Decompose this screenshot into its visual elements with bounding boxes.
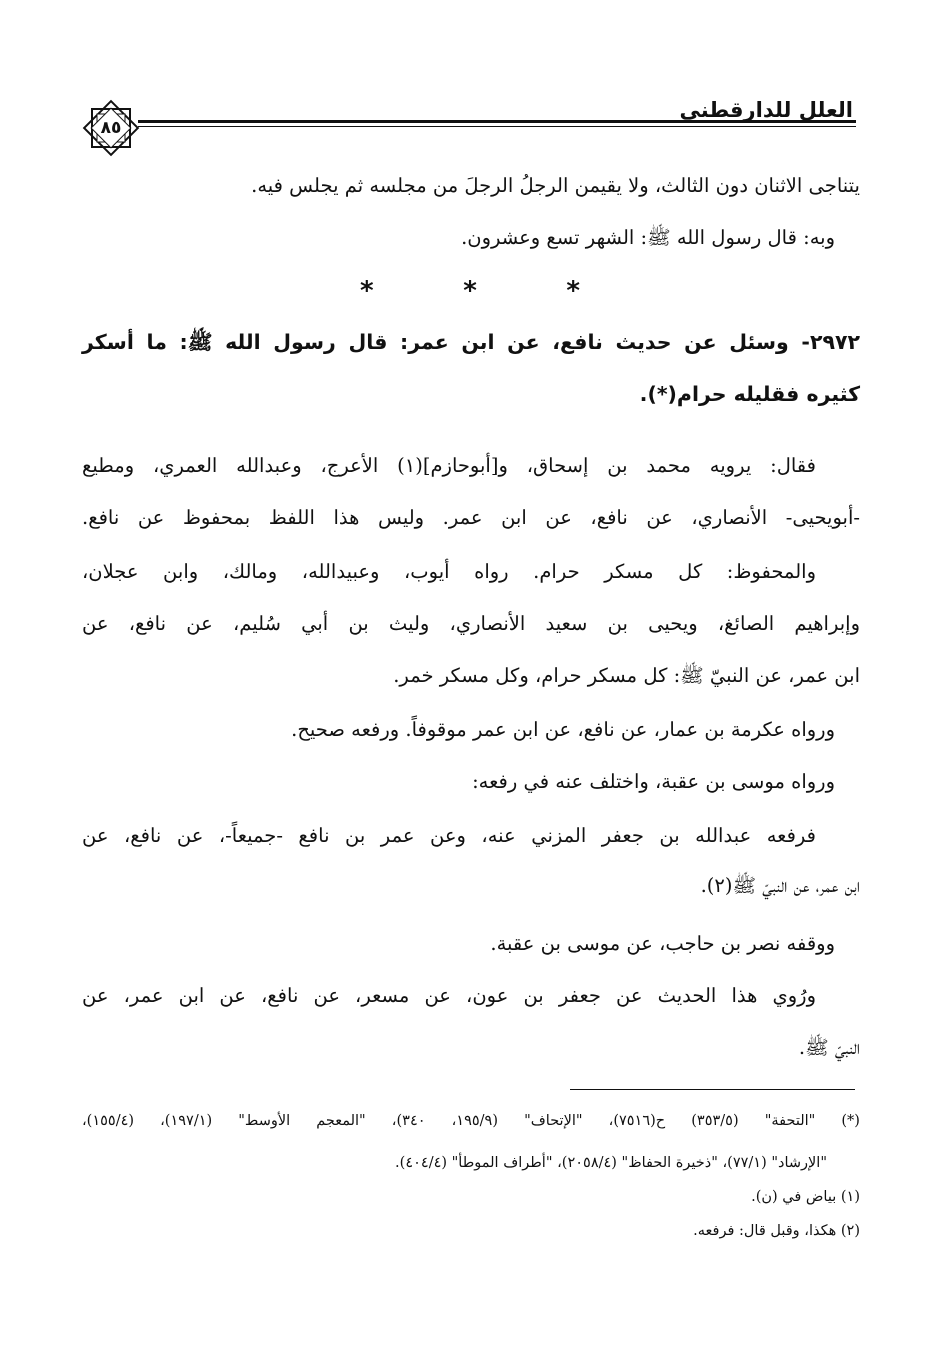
footnote: (*) "التحفة" (٣٥٣/٥) ح(٧٥١٦)، "الإتحاف" (١٩٥/٩، ٣٤٠)، "المعجم الأوسط" (١٩٧/١)، (١٥٥/٤)، [82,1113,860,1129]
section-separator [360,276,580,306]
body-line: فقال: يرويه محمد بن إسحاق، و[أبوحازم](١) الأعرج، وعبدالله العمري، ومطيع [82,454,816,477]
body-line: ورواه عكرمة بن عمار، عن نافع، عن ابن عمر موقوفاً. ورفعه صحيح. [291,718,835,741]
footnote: (٢) هكذا، وقبل قال: فرفعه. [693,1223,860,1239]
separator-star: * [566,276,580,306]
page-number-badge [78,95,144,161]
body-line: ابن عمر، عن النبيّ ﷺ(٢). [700,874,860,897]
body-line: وإبراهيم الصائغ، ويحيى بن سعيد الأنصاري، وليث بن أبي سُليم، عن نافع، عن [82,612,860,635]
body-line: النبيّ ﷺ. [798,1036,860,1059]
body-line: ورُوي هذا الحديث عن جعفر بن عون، عن مسعر، عن نافع، عن ابن عمر، عن [82,984,817,1007]
body-line: والمحفوظ: كل مسكر حرام. رواه أيوب، وعبيدالله، ومالك، وابن عجلان، [82,560,816,583]
header-rule [138,120,856,132]
body-line: وبه: قال رسول الله ﷺ: الشهر تسع وعشرون. [461,226,835,249]
separator-star: * [360,276,374,306]
footnote: "الإرشاد" (٧٧/١)، "ذخيرة الحفاظ" (٢٠٥٨/٤)، "أطراف الموطأ" (٤٠٤/٤). [395,1155,827,1171]
running-header-title: العلل للدارقطني [679,98,853,122]
body-line: فرفعه عبدالله بن جعفر المزني عنه، وعن عمر بن نافع -جميعاً-، عن نافع، عن [82,824,816,847]
body-line: ورواه موسى بن عقبة، واختلف عنه في رفعه: [472,770,835,793]
footnote: (١) بياض في (ن). [751,1189,860,1205]
body-line: -أبويحيى- الأنصاري، عن نافع، عن ابن عمر. وليس هذا اللفظ بمحفوظ عن نافع. [82,506,860,529]
body-line: ووقفه نصر بن حاجب، عن موسى بن عقبة. [490,932,835,955]
hadith-heading: كثيره فقليله حرام(*). [639,382,860,406]
page-number: ٨٥ [100,118,122,138]
separator-star: * [463,276,477,306]
footnote-divider [570,1089,855,1090]
body-line: يتناجى الاثنان دون الثالث، ولا يقيمن الرجلُ الرجلَ من مجلسه ثم يجلس فيه. [251,174,860,197]
body-line: ابن عمر، عن النبيّ ﷺ: كل مسكر حرام، وكل مسكر خمر. [393,664,860,687]
hadith-heading: ٢٩٧٢- وسئل عن حديث نافع، عن ابن عمر: قال رسول الله ﷺ: ما أسكر [82,330,860,354]
